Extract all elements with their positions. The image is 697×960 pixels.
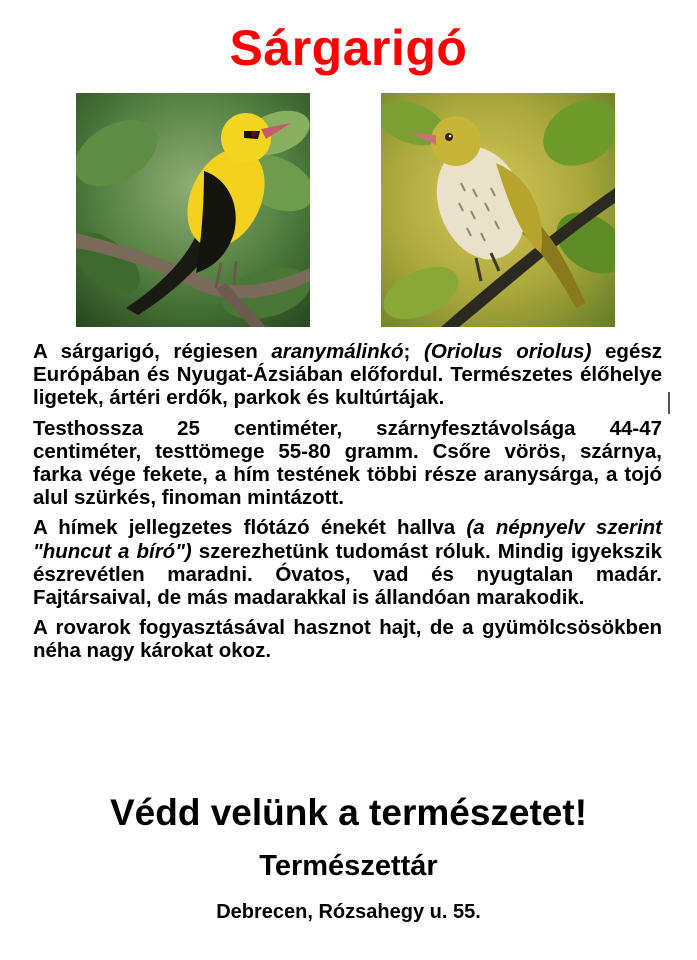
female-golden-oriole-photo bbox=[381, 93, 615, 327]
p1-text-3: egész Európában és Nyugat-Ázsiában előfordul. Természetes élőhelye ligetek, ártéri erdők, parkok és kultúrtájak. bbox=[33, 340, 663, 410]
edge-mark bbox=[668, 392, 670, 414]
p1-text-2: ; bbox=[403, 340, 425, 363]
paragraph-body-measurements: Testhossza 25 centiméter, szárnyfesztávolsága 44-47 centiméter, testtömege 55-80 gramm. Csőre vörös, szárnya, farka vége fekete, a hím testének többi része aranysárga, a tojó alul szürkés, finoman mintázott. bbox=[33, 416, 662, 510]
paragraph-diet: A rovarok fogyasztásával hasznot hajt, de a gyümölcsösökben néha nagy károkat okoz. bbox=[33, 616, 662, 663]
p1-latin-name: (Oriolus oriolus) bbox=[424, 340, 592, 363]
organization-address: Debrecen, Rózsahegy u. 55. bbox=[216, 901, 481, 923]
p1-text-1: A sárgarigó, régiesen bbox=[33, 340, 272, 363]
p3-folk-saying: (a népnyelv szerint "huncut a bíró") bbox=[33, 516, 662, 563]
slogan: Védd velünk a természetet! bbox=[109, 792, 588, 833]
paragraph-behaviour bbox=[33, 516, 662, 609]
paragraph-habitat bbox=[33, 340, 662, 410]
p3-text-2: szerezhetünk tudomást róluk. Mindig igyekszik észrevétlen maradni. Óvatos, vad és nyugtalan madár. Fajtársaival, de más madarakkal is állandóan marakodik. bbox=[33, 539, 663, 610]
organization-name: Természettár bbox=[259, 850, 438, 882]
p3-text-1: A hímek jellegzetes flótázó énekét hallva bbox=[33, 516, 467, 540]
p1-old-name: aranymálinkó bbox=[271, 340, 404, 363]
description-text bbox=[33, 340, 662, 670]
male-golden-oriole-photo bbox=[76, 93, 310, 327]
page-title: Sárgarigó bbox=[229, 20, 468, 76]
